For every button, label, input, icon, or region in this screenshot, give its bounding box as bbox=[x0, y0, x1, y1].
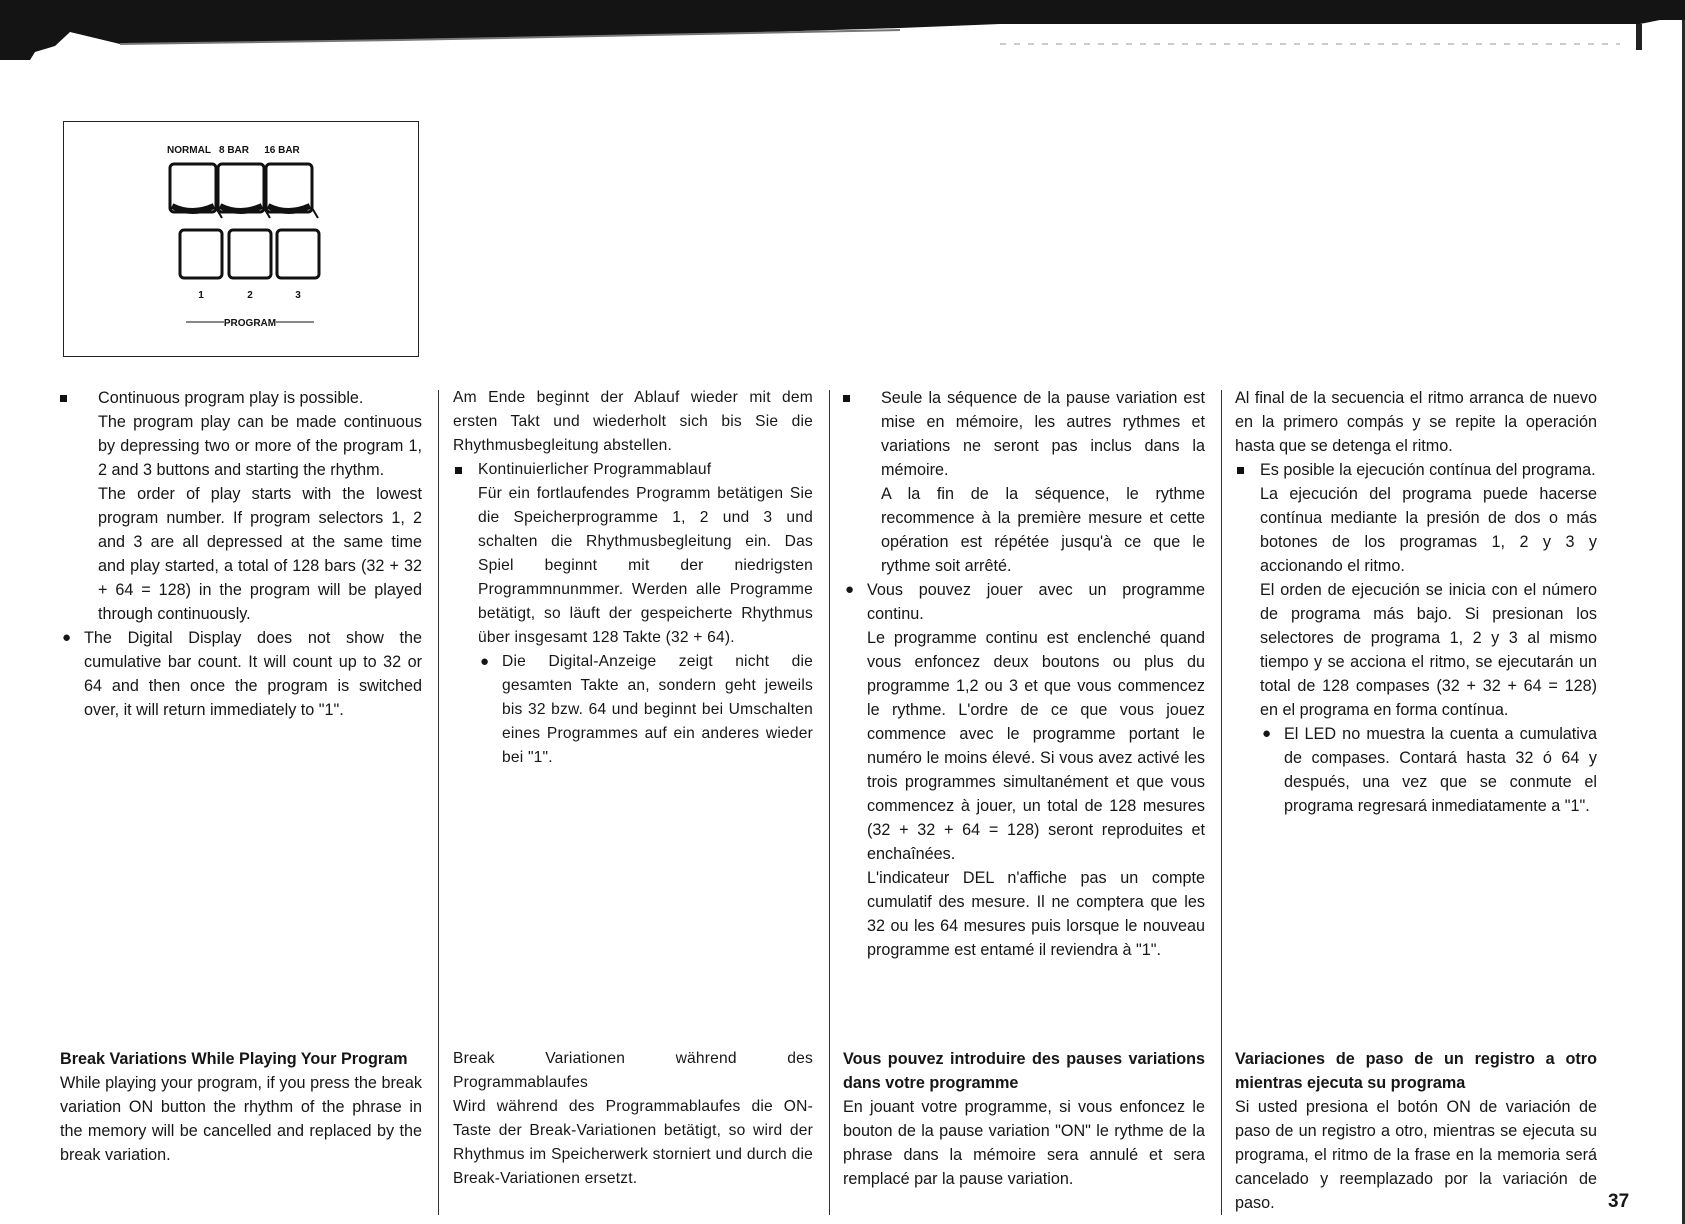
de-dot-item: ● Die Digital-Anzeige zeigt nicht die gesamten Takte an, sondern geht jeweils bis 32 bzw. 64 und beginnt bei Umschalten eines Programmes auf ein anderes wieder bei "1". bbox=[478, 650, 813, 770]
de-paragraph: Am Ende beginnt der Ablauf wieder mit dem ersten Takt und wiederholt sich bis Sie die Rhythmusbegleitung abstellen. bbox=[453, 389, 813, 454]
spanish-column bbox=[1235, 386, 1597, 818]
label-normal: NORMAL bbox=[167, 145, 211, 156]
square-bullet-icon bbox=[1237, 467, 1244, 474]
label-program-1: 1 bbox=[198, 290, 204, 301]
en-section-heading: Break Variations While Playing Your Program bbox=[60, 1050, 408, 1068]
spanish-break-section bbox=[1235, 1047, 1597, 1215]
de-bullet-item: Kontinuierlicher Programmablauf bbox=[453, 458, 813, 482]
dot-bullet-icon: ● bbox=[62, 629, 72, 646]
english-column bbox=[60, 386, 422, 722]
fr-paragraph: A la fin de la séquence, le rythme recommence à la première mesure et cette opération est répétée jusqu'à ce que le rythme soit arrêté. bbox=[881, 485, 1205, 575]
top-buttons bbox=[170, 164, 312, 212]
program-button-diagram bbox=[63, 121, 419, 357]
dot-bullet-icon: ● bbox=[480, 653, 490, 670]
square-bullet-icon bbox=[60, 395, 67, 402]
es-paragraph: La ejecución del programa puede hacerse contínua mediante la presión de dos o más botones de los programas 1, 2 y 3 y accionando el ritmo. bbox=[1260, 485, 1597, 575]
en-section-body: While playing your program, if you press the break variation ON button the rhythm of the phrase in the memory will be cancelled and replaced by the break variation. bbox=[60, 1074, 422, 1164]
de-paragraph: Für ein fortlaufendes Programm betätigen Sie die Speicherprogramme 1, 2 und 3 und schalten die Rhythmusbegleitung ein. Das Spiel beginnt mit der niedrigsten Programmnunmmer. Werden alle Programme betätigt, so läuft der gespeicherte Rhythmus über insgesamt 128 Takte (32 + 64). bbox=[478, 485, 813, 646]
es-dot-item: ● El LED no muestra la cuenta a cumulativa de compases. Contará hasta 32 ó 64 y después, una vez que se conmute el programa regresará inmediatamente a "1". bbox=[1260, 722, 1597, 818]
scan-edge-decoration bbox=[0, 0, 1685, 60]
square-bullet-icon bbox=[455, 467, 462, 474]
es-section-heading: Variaciones de paso de un registro a otro mientras ejecuta su programa bbox=[1235, 1050, 1597, 1092]
fr-dot-item: ● Vous pouvez jouer avec un programme continu. bbox=[843, 578, 1205, 626]
es-paragraph: Al final de la secuencia el ritmo arranca de nuevo en la primero compás y se repite la operación hasta que se detenga el ritmo. bbox=[1235, 389, 1597, 455]
en-paragraph: The order of play starts with the lowest program number. If program selectors 1, 2 and 3 are all depressed at the same time and play started, a total of 128 bars (32 + 32 + 64 = 128) in the program will be played through continuously. bbox=[98, 485, 422, 623]
column-divider bbox=[829, 390, 830, 1215]
fr-section-body: En jouant votre programme, si vous enfoncez le bouton de la pause variation "ON" le rythme de la phrase dans la mémoire sera annulé et sera remplacé par la pause variation. bbox=[843, 1098, 1205, 1188]
label-program-2: 2 bbox=[247, 290, 253, 301]
label-program-3: 3 bbox=[295, 290, 301, 301]
en-dot-item: ● The Digital Display does not show the cumulative bar count. It will count up to 32 or 64 and then once the program is switched over, it will return immediately to "1". bbox=[60, 626, 422, 722]
column-divider bbox=[1221, 390, 1222, 1215]
french-break-section bbox=[843, 1047, 1205, 1191]
es-paragraph: El orden de ejecución se inicia con el número de programa más bajo. Si presionan los selectores de programa 1, 2 y 3 al mismo tiempo y se acciona el ritmo, se ejecutarán un total de 128 compases (32 + 32 + 64 = 128) en el programa en forma contínua. bbox=[1260, 581, 1597, 719]
es-bullet-item: Es posible la ejecución contínua del programa. bbox=[1235, 458, 1597, 482]
es-section-body: Si usted presiona el botón ON de variación de paso de un registro a otro, mientras se ejecuta su programa, el ritmo de la frase en la memoria será cancelado y reemplazado por la variación de paso. bbox=[1235, 1098, 1597, 1212]
column-divider bbox=[438, 390, 439, 1215]
fr-paragraph: L'indicateur DEL n'affiche pas un compte cumulatif des mesure. Il ne comptera que les 32 ou les 64 mesures puis lorsque le nouveau programme est entamé il reviendra à "1". bbox=[867, 869, 1205, 959]
german-break-section bbox=[453, 1047, 813, 1191]
label-program-caption: PROGRAM bbox=[223, 318, 277, 329]
en-paragraph: The program play can be made continuous by depressing two or more of the program 1, 2 and 3 buttons and starting the rhythm. bbox=[98, 413, 422, 479]
english-break-section bbox=[60, 1047, 422, 1167]
fr-paragraph: Le programme continu est enclenché quand vous enfoncez deux boutons ou plus du programme 1,2 ou 3 et que vous commencez le rythme. L'ordre de ce que vous jouez commence avec le programme portant le numéro le moins élevé. Si vous avez activé les trois programmes simultanément et que vous commencez à jouer, un total de 128 mesures (32 + 32 + 64 = 128) seront reproduites et enchaînées. bbox=[867, 629, 1205, 863]
dot-bullet-icon: ● bbox=[1262, 725, 1272, 742]
fr-bullet-item: Seule la séquence de la pause variation est mise en mémoire, les autres rythmes et variations ne seront pas inclus dans la mémoire. bbox=[843, 386, 1205, 482]
dot-bullet-icon: ● bbox=[845, 581, 855, 598]
en-bullet-item: Continuous program play is possible. bbox=[60, 386, 422, 410]
fr-section-heading: Vous pouvez introduire des pauses variations dans votre programme bbox=[843, 1050, 1205, 1092]
square-bullet-icon bbox=[843, 395, 850, 402]
german-column bbox=[453, 386, 813, 770]
de-section-heading: Break Variationen während des Programmablaufes bbox=[453, 1050, 813, 1091]
page-number: 37 bbox=[1608, 1191, 1630, 1212]
label-16-bar: 16 BAR bbox=[264, 145, 300, 156]
de-section-body: Wird während des Programmablaufes die ON-Taste der Break-Variationen betätigt, so wird der Rhythmus im Speicherwerk storniert und durch die Break-Variationen ersetzt. bbox=[453, 1098, 813, 1187]
label-8-bar: 8 BAR bbox=[218, 145, 250, 156]
bottom-buttons bbox=[180, 230, 319, 278]
french-column bbox=[843, 386, 1205, 962]
